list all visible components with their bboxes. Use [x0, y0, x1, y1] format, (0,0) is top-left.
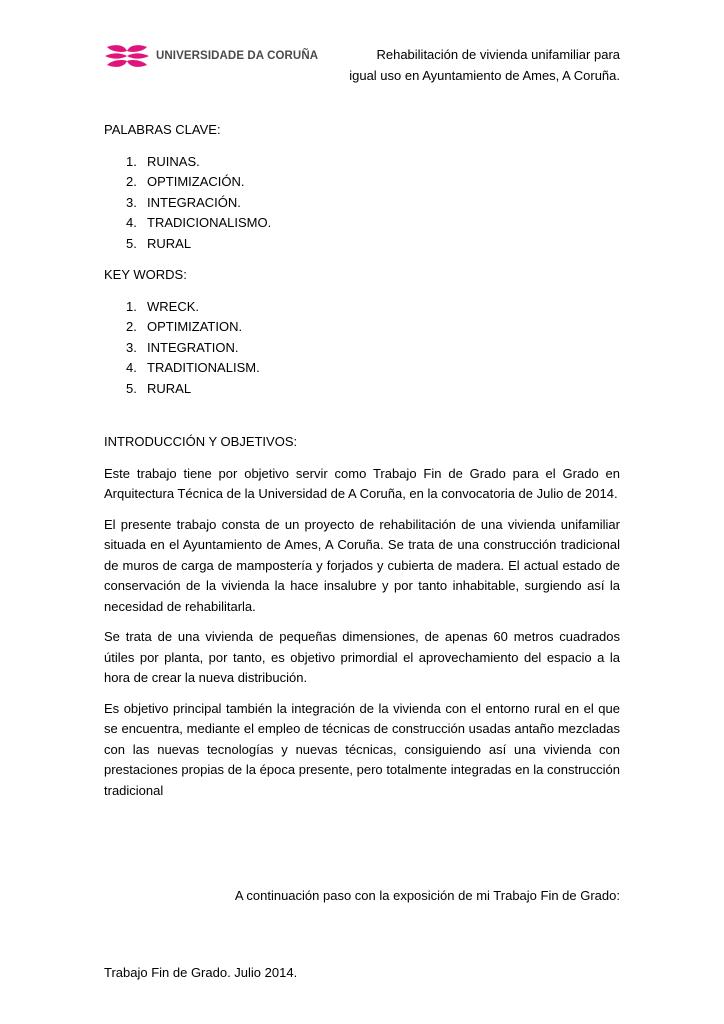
intro-paragraph: Este trabajo tiene por objetivo servir como Trabajo Fin de Grado para el Grado en Arquitectura Técnica de la Universidad de A Coruña, en la convocatoria de Julio de 2014. [104, 465, 620, 501]
university-logo [104, 42, 319, 70]
list-item [104, 193, 620, 214]
udc-logo-icon [104, 43, 150, 69]
keywords-es-list [104, 152, 620, 255]
intro-paragraph: Se trata de una vivienda de pequeñas dimensiones, de apenas 60 metros cuadrados útiles por planta, por tanto, es objetivo primordial el aprovechamiento del espacio a la hora de crear la nueva distribución. [104, 629, 620, 685]
list-item [104, 172, 620, 193]
closing-line: A continuación paso con la exposición de mi Trabajo Fin de Grado: [234, 888, 620, 903]
intro-heading: INTRODUCCIÓN Y OBJETIVOS: [104, 434, 298, 449]
list-text: RURAL [147, 235, 192, 251]
page-footer: Trabajo Fin de Grado. Julio 2014. [104, 965, 298, 980]
list-item [104, 338, 620, 359]
keywords-en-list [104, 297, 620, 400]
header-title-line-2: igual uso en Ayuntamiento de Ames, A Coruña. [349, 68, 620, 83]
list-item [104, 317, 620, 338]
list-number: 5. [126, 235, 137, 251]
list-item [104, 234, 620, 255]
list-text: TRADITIONALISM. [147, 360, 260, 375]
list-text: TRADICIONALISMO. [147, 215, 272, 230]
list-text: OPTIMIZATION. [147, 319, 243, 334]
header-title-line-1: Rehabilitación de vivienda unifamiliar para [376, 47, 620, 62]
intro-paragraph: Es objetivo principal también la integración de la vivienda con el entorno rural en el que se encuentra, mediante el empleo de técnicas de construcción usadas antaño mezcladas con las nuevas tecnologías y nuevas técnicas, consiguiendo así una vivienda con prestaciones propias de la época presente, pero totalmente integradas en la construcción tradicional [104, 700, 620, 798]
list-text: INTEGRATION. [147, 339, 239, 355]
keywords-es-heading: PALABRAS CLAVE: [104, 122, 221, 137]
header-title [320, 44, 620, 86]
list-item [104, 152, 620, 173]
logo-text: UNIVERSIDADE DA CORUÑA [156, 50, 319, 62]
list-number: 1. [126, 298, 137, 314]
list-item [104, 297, 620, 318]
keywords-en-heading: KEY WORDS: [104, 267, 187, 282]
list-number: 3. [126, 194, 137, 210]
intro-paragraph: El presente trabajo consta de un proyecto de rehabilitación de una vivienda unifamiliar situada en el Ayuntamiento de Ames, A Coruña. Se trata de una construcción tradicional de muros de carga de mampostería y forjados y cubierta de madera. El actual estado de conservación de la vivienda la hace insalubre y por tanto inhabitable, surgiendo así la necesidad de rehabilitarla. [104, 516, 620, 614]
list-number: 5. [126, 380, 137, 396]
list-text: RUINAS. [147, 153, 200, 169]
list-number: 4. [126, 360, 137, 375]
list-number: 2. [126, 174, 137, 189]
list-text: INTEGRACIÓN. [147, 194, 241, 210]
list-number: 3. [126, 339, 137, 355]
list-number: 2. [126, 319, 137, 334]
list-number: 1. [126, 153, 137, 169]
list-item [104, 213, 620, 234]
list-text: WRECK. [147, 298, 199, 314]
main-content [104, 120, 620, 811]
list-text: RURAL [147, 380, 192, 396]
list-item [104, 358, 620, 379]
list-item [104, 379, 620, 400]
list-number: 4. [126, 215, 137, 230]
list-text: OPTIMIZACIÓN. [147, 174, 245, 189]
